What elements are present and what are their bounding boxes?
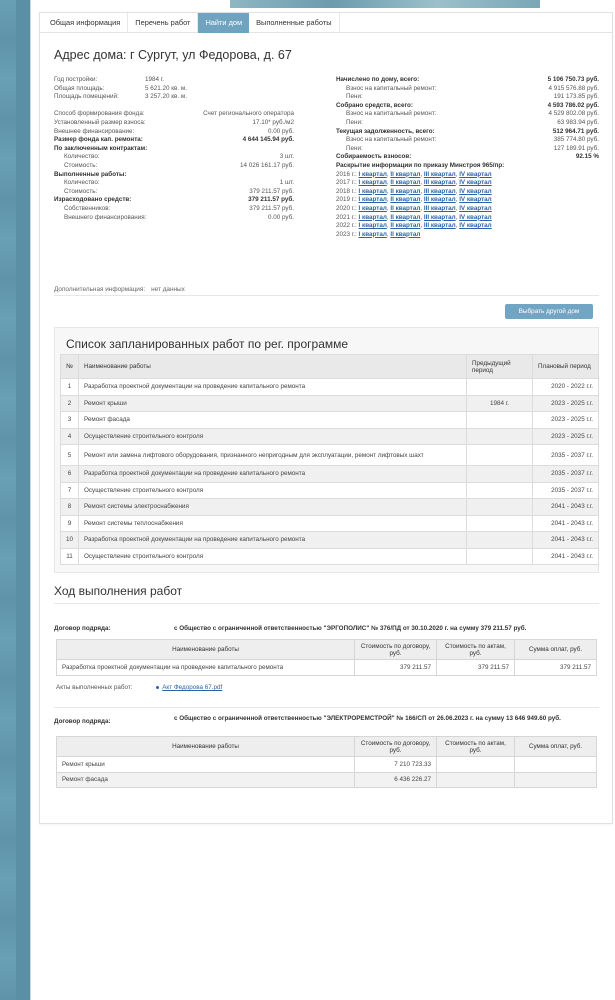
- money-label: Взнос на капитальный ремонт:: [346, 84, 437, 92]
- row-prev: [467, 532, 533, 549]
- money-value: 63 983.94 руб.: [557, 118, 599, 126]
- row-num: 3: [61, 412, 79, 429]
- contract-1-table: [56, 639, 597, 676]
- money-value: 5 106 750.73 руб.: [547, 76, 599, 83]
- row-plan: 2035 - 2037 г.г.: [533, 445, 599, 466]
- row-prev: 1984 г.: [467, 395, 533, 412]
- info-value: 3 шт.: [279, 153, 294, 161]
- money-value: 4 593 786.02 руб.: [547, 101, 599, 109]
- money-label: Собрано средств, всего:: [336, 101, 413, 109]
- row-prev: [467, 548, 533, 565]
- quarter-link[interactable]: IV квартал: [459, 222, 492, 230]
- disclosure-year: 2022 г.:: [336, 222, 357, 230]
- info-row-external: [54, 128, 294, 137]
- row-name: Осуществление строительного контроля: [79, 548, 467, 565]
- disclosure-row-2016: 2016 г.: I квартал, II квартал, III квартал, IV квартал: [336, 170, 492, 178]
- disclosure-row-2021: 2021 г.: I квартал, II квартал, III квартал, IV квартал: [336, 213, 492, 221]
- acts-row: [56, 684, 222, 691]
- row-num: 4: [61, 428, 79, 445]
- info-row-owners: [54, 205, 294, 214]
- quarter-link[interactable]: IV квартал: [459, 187, 492, 195]
- info-row-done: [54, 171, 294, 180]
- disclosure-row-2023: 2023 г.: I квартал, II квартал: [336, 230, 421, 238]
- money-label: Пени:: [346, 93, 363, 101]
- row-prev: [467, 499, 533, 516]
- disclosure-year: 2016 г.:: [336, 170, 357, 178]
- table-row: [61, 428, 599, 445]
- info-value: 5 621.20 кв. м.: [145, 84, 187, 92]
- row-plan: 2035 - 2037 г.г.: [533, 482, 599, 499]
- left-decorative-stripe: [0, 0, 31, 1000]
- row-prev: [467, 515, 533, 532]
- money-value: 4 529 802.08 руб.: [548, 110, 599, 118]
- money-value: 512 964.71 руб.: [552, 127, 599, 135]
- acts-label: Акты выполненных работ:: [56, 684, 133, 691]
- money-row-debt-cap: [336, 136, 599, 145]
- planned-works-section: [54, 327, 599, 573]
- money-label: Пени:: [346, 144, 363, 152]
- info-value: 1 шт.: [279, 179, 294, 187]
- contract-2-table: [56, 736, 597, 788]
- row-name: Осуществление строительного контроля: [79, 482, 467, 499]
- disclosure-year: 2018 г.:: [336, 187, 357, 195]
- table-row: [61, 515, 599, 532]
- col-header-num: №: [61, 355, 79, 379]
- info-label: Стоимость:: [64, 187, 98, 195]
- row-num: 2: [61, 395, 79, 412]
- info-label: Способ формирования фонда:: [54, 110, 145, 118]
- extra-info: [54, 286, 185, 293]
- info-row-area: [54, 85, 294, 94]
- col-header-dog: Стоимость по договору, руб.: [355, 737, 437, 757]
- house-panel: [39, 12, 613, 824]
- row-num: 11: [61, 548, 79, 565]
- quarter-link[interactable]: III квартал: [423, 196, 456, 204]
- col-header-name: Наименование работы: [57, 737, 355, 757]
- quarter-link[interactable]: II квартал: [390, 230, 421, 238]
- disclosure-row-2017: 2017 г.: I квартал, II квартал, III квартал, IV квартал: [336, 179, 492, 187]
- row-act: 379 211.57: [437, 660, 515, 676]
- act-file-name[interactable]: Акт Федорова 67.pdf: [162, 684, 223, 691]
- disclosure-year: 2021 г.:: [336, 213, 357, 221]
- extra-info-label: Дополнительная информация:: [54, 286, 146, 293]
- info-row-year: [54, 76, 294, 85]
- contract-1: [54, 625, 599, 691]
- info-row-fund-size: [54, 136, 294, 145]
- info-value: 1984 г.: [145, 76, 165, 83]
- bullet-icon: [156, 686, 159, 689]
- info-row-done-count: [54, 179, 294, 188]
- row-name: Ремонт фасада: [57, 772, 355, 788]
- table-row: [61, 395, 599, 412]
- money-label: Раскрытие информации по приказу Минстроя 965/пр:: [336, 161, 505, 169]
- info-value: 379 211.57 руб.: [248, 196, 294, 204]
- quarter-link[interactable]: IV квартал: [459, 204, 492, 212]
- row-act: [437, 757, 515, 773]
- quarter-link[interactable]: I квартал: [358, 170, 387, 178]
- table-row: [57, 772, 597, 788]
- info-row-rooms-area: [54, 93, 294, 102]
- info-label: Количество:: [64, 153, 100, 161]
- row-plan: 2041 - 2043 г.г.: [533, 499, 599, 516]
- row-name: Осуществление строительного контроля: [79, 428, 467, 445]
- planned-works-title: Список запланированных работ по рег. программе: [66, 337, 349, 351]
- info-label: Количество:: [64, 179, 100, 187]
- money-label: Взнос на капитальный ремонт:: [346, 136, 437, 144]
- disclosure-year: 2017 г.:: [336, 179, 357, 187]
- extra-info-value: нет данных: [151, 286, 185, 293]
- row-name: Разработка проектной документации на проведение капитального ремонта: [79, 532, 467, 549]
- row-num: 10: [61, 532, 79, 549]
- row-paid: [515, 772, 597, 788]
- quarter-link[interactable]: II квартал: [390, 170, 421, 178]
- money-label: Взнос на капитальный ремонт:: [346, 110, 437, 118]
- info-label: Стоимость:: [64, 161, 98, 169]
- info-row-rate: [54, 119, 294, 128]
- row-num: 8: [61, 499, 79, 516]
- row-name: Ремонт крыши: [57, 757, 355, 773]
- money-row-charged: [336, 76, 599, 85]
- money-value: 4 915 576.88 руб.: [548, 84, 599, 92]
- money-value: 191 173.85 руб.: [553, 93, 599, 101]
- top-banner-image: [230, 0, 540, 8]
- choose-other-house-button[interactable]: Выбрать другой дом: [505, 304, 593, 319]
- row-plan: 2035 - 2037 г.г.: [533, 466, 599, 483]
- info-value: 0.00 руб.: [267, 213, 294, 221]
- row-name: Разработка проектной документации на проведение капитального ремонта: [79, 466, 467, 483]
- row-act: [437, 772, 515, 788]
- info-value: 4 644 145.94 руб.: [242, 136, 294, 144]
- money-row-collected-pen: [336, 119, 599, 128]
- info-row-spent: [54, 196, 294, 205]
- table-row: [61, 445, 599, 466]
- quarter-link[interactable]: I квартал: [358, 213, 387, 221]
- info-label: Внешнее финансирование:: [54, 127, 135, 135]
- quarter-link[interactable]: III квартал: [423, 204, 456, 212]
- info-label: Собственников:: [64, 204, 111, 212]
- contract-header: [54, 714, 599, 734]
- money-label: Собираемость взносов:: [336, 153, 412, 161]
- row-name: Ремонт или замена лифтового оборудования, признанного непригодным для эксплуатации, ремонт лифтовых шахт: [79, 445, 467, 466]
- row-name: Разработка проектной документации на проведение капитального ремонта: [79, 379, 467, 396]
- info-row-contracts-count: [54, 153, 294, 162]
- quarter-link[interactable]: III квартал: [423, 187, 456, 195]
- table-header-row: [57, 737, 597, 757]
- table-row: [61, 379, 599, 396]
- quarter-link[interactable]: IV квартал: [459, 170, 492, 178]
- page-title: Адрес дома: г Сургут, ул Федорова, д. 67: [54, 48, 292, 62]
- quarter-link[interactable]: II квартал: [390, 204, 421, 212]
- divider: [54, 603, 599, 604]
- contract-text: с Общество с ограниченной ответственностью "ЭЛЕКТРОРЕМСТРОЙ" № 166/СП от 26.06.2023 г. на сумму 13 646 949.60 руб.: [174, 715, 561, 722]
- quarter-link[interactable]: I квартал: [358, 187, 387, 195]
- tab-general-info[interactable]: Общая информация: [43, 13, 128, 33]
- row-name: Ремонт системы теплоснабжения: [79, 515, 467, 532]
- info-label: Выполненные работы:: [54, 170, 127, 178]
- info-label: Общая площадь:: [54, 84, 105, 92]
- info-label: Израсходовано средств:: [54, 196, 132, 204]
- table-row: [61, 548, 599, 565]
- quarter-link[interactable]: IV квартал: [459, 179, 492, 187]
- quarter-link[interactable]: IV квартал: [459, 213, 492, 221]
- quarter-link[interactable]: III квартал: [423, 222, 456, 230]
- row-prev: [467, 412, 533, 429]
- money-value: 385 774.80 руб.: [553, 136, 599, 144]
- row-prev: [467, 379, 533, 396]
- row-plan: 2023 - 2025 г.г.: [533, 428, 599, 445]
- info-value: Счет регионального оператора: [203, 110, 294, 118]
- disclosure-row-2020: 2020 г.: I квартал, II квартал, III квартал, IV квартал: [336, 204, 492, 212]
- row-prev: [467, 482, 533, 499]
- col-header-paid: Сумма оплат, руб.: [515, 640, 597, 660]
- disclosure-row-2019: 2019 г.: I квартал, II квартал, III квартал, IV квартал: [336, 196, 492, 204]
- quarter-link[interactable]: I квартал: [358, 196, 387, 204]
- quarter-link[interactable]: I квартал: [358, 222, 387, 230]
- row-dog: 6 436 226.27: [355, 772, 437, 788]
- money-row-charged-cap: [336, 85, 599, 94]
- info-value: 14 026 161.17 руб.: [239, 161, 294, 169]
- table-row: [61, 532, 599, 549]
- money-label: Текущая задолженность, всего:: [336, 127, 435, 135]
- info-value: 379 211.57 руб.: [249, 204, 294, 212]
- row-plan: 2023 - 2025 г.г.: [533, 412, 599, 429]
- row-name: Ремонт системы электроснабжения: [79, 499, 467, 516]
- col-header-dog: Стоимость по договору, руб.: [355, 640, 437, 660]
- disclosure-row-2018: 2018 г.: I квартал, II квартал, III квартал, IV квартал: [336, 187, 492, 195]
- contract-2: [54, 714, 599, 784]
- table-row: [61, 482, 599, 499]
- divider: [54, 707, 599, 708]
- money-row-disclosure: [336, 162, 599, 171]
- disclosure-year: 2023 г.:: [336, 230, 357, 238]
- info-row-contracts-cost: [54, 162, 294, 171]
- progress-title: Ход выполнения работ: [54, 584, 183, 598]
- money-label: Пени:: [346, 118, 363, 126]
- disclosure-year: 2020 г.:: [336, 204, 357, 212]
- row-num: 1: [61, 379, 79, 396]
- row-prev: [467, 466, 533, 483]
- quarter-link[interactable]: I квартал: [358, 179, 387, 187]
- row-plan: 2020 - 2022 г.г.: [533, 379, 599, 396]
- info-value: 3 257.20 кв. м.: [145, 93, 187, 101]
- quarter-link[interactable]: I квартал: [358, 204, 387, 212]
- row-num: 7: [61, 482, 79, 499]
- quarter-link[interactable]: II квартал: [390, 196, 421, 204]
- table-row: [61, 412, 599, 429]
- col-header-plan: Плановый период: [533, 355, 599, 379]
- row-name: Ремонт фасада: [79, 412, 467, 429]
- quarter-link[interactable]: II квартал: [390, 187, 421, 195]
- table-row: [57, 660, 597, 676]
- quarter-link[interactable]: II квартал: [390, 213, 421, 221]
- divider: [54, 295, 599, 296]
- tab-works-list[interactable]: Перечень работ: [128, 13, 198, 33]
- col-header-prev: Предыдущий период: [467, 355, 533, 379]
- left-stripe-inner: [16, 0, 31, 1000]
- quarter-link[interactable]: III квартал: [423, 213, 456, 221]
- info-label: Площадь помещений:: [54, 93, 119, 101]
- row-plan: 2023 - 2025 г.г.: [533, 395, 599, 412]
- col-header-name: Наименование работы: [79, 355, 467, 379]
- table-header-row: [61, 355, 599, 379]
- house-money-right: [336, 76, 599, 239]
- row-plan: 2041 - 2043 г.г.: [533, 548, 599, 565]
- money-row-collected-cap: [336, 110, 599, 119]
- col-header-paid: Сумма оплат, руб.: [515, 737, 597, 757]
- col-header-act: Стоимость по актам, руб.: [437, 640, 515, 660]
- quarter-link[interactable]: IV квартал: [459, 196, 492, 204]
- planned-works-table: [60, 354, 599, 565]
- table-row: [61, 466, 599, 483]
- act-file-link[interactable]: [156, 684, 222, 691]
- row-dog: 379 211.57: [355, 660, 437, 676]
- money-row-debt: [336, 128, 599, 137]
- table-row: [61, 499, 599, 516]
- money-row-collect-rate: [336, 153, 599, 162]
- money-label: Начислено по дому, всего:: [336, 76, 420, 83]
- col-header-name: Наименование работы: [57, 640, 355, 660]
- row-plan: 2041 - 2043 г.г.: [533, 532, 599, 549]
- row-num: 6: [61, 466, 79, 483]
- disclosure-year: 2019 г.:: [336, 196, 357, 204]
- contract-label: Договор подряда:: [54, 718, 111, 725]
- info-value: 0.00 руб.: [267, 127, 294, 135]
- money-row-charged-pen: [336, 93, 599, 102]
- info-label: Размер фонда кап. ремонта:: [54, 136, 143, 144]
- tab-completed-works[interactable]: Выполненные работы: [249, 13, 339, 33]
- info-label: Установленный размер взноса:: [54, 118, 146, 126]
- contract-text: с Общество с ограниченной ответственностью "ЭРГОПОЛИС" № 376/ПД от 30.10.2020 г. на сумму 379 211.57 руб.: [174, 625, 527, 632]
- table-header-row: [57, 640, 597, 660]
- table-row: [57, 757, 597, 773]
- money-value: 92.15 %: [575, 153, 599, 161]
- quarter-link[interactable]: II квартал: [390, 179, 421, 187]
- contract-header: [54, 625, 599, 635]
- row-prev: [467, 445, 533, 466]
- info-label: Год постройки:: [54, 76, 98, 83]
- tab-bar: [40, 13, 612, 33]
- row-name: Ремонт крыши: [79, 395, 467, 412]
- row-paid: 379 211.57: [515, 660, 597, 676]
- row-dog: 7 210 723.33: [355, 757, 437, 773]
- row-plan: 2041 - 2043 г.г.: [533, 515, 599, 532]
- quarter-link[interactable]: I квартал: [358, 230, 387, 238]
- info-row-contracts: [54, 145, 294, 154]
- info-row-method: [54, 110, 294, 119]
- house-info-left: [54, 76, 294, 222]
- row-num: 5: [61, 445, 79, 466]
- row-paid: [515, 757, 597, 773]
- info-label: Внешнего финансирования:: [64, 213, 147, 221]
- tab-find-house[interactable]: Найти дом: [198, 13, 249, 33]
- row-name: Разработка проектной документации на проведение капитального ремонта: [57, 660, 355, 676]
- quarter-link[interactable]: III квартал: [423, 170, 456, 178]
- contract-label: Договор подряда:: [54, 625, 111, 632]
- money-value: 127 189.91 руб.: [553, 144, 599, 152]
- info-value: 17.10* руб./м2: [252, 118, 294, 126]
- row-num: 9: [61, 515, 79, 532]
- info-label: По заключенным контрактам:: [54, 144, 148, 152]
- row-prev: [467, 428, 533, 445]
- quarter-link[interactable]: II квартал: [390, 222, 421, 230]
- disclosure-row-2022: 2022 г.: I квартал, II квартал, III квартал, IV квартал: [336, 222, 492, 230]
- quarter-link[interactable]: III квартал: [423, 179, 456, 187]
- info-value: 379 211.57 руб.: [249, 187, 294, 195]
- info-row-external2: [54, 214, 294, 223]
- col-header-act: Стоимость по актам, руб.: [437, 737, 515, 757]
